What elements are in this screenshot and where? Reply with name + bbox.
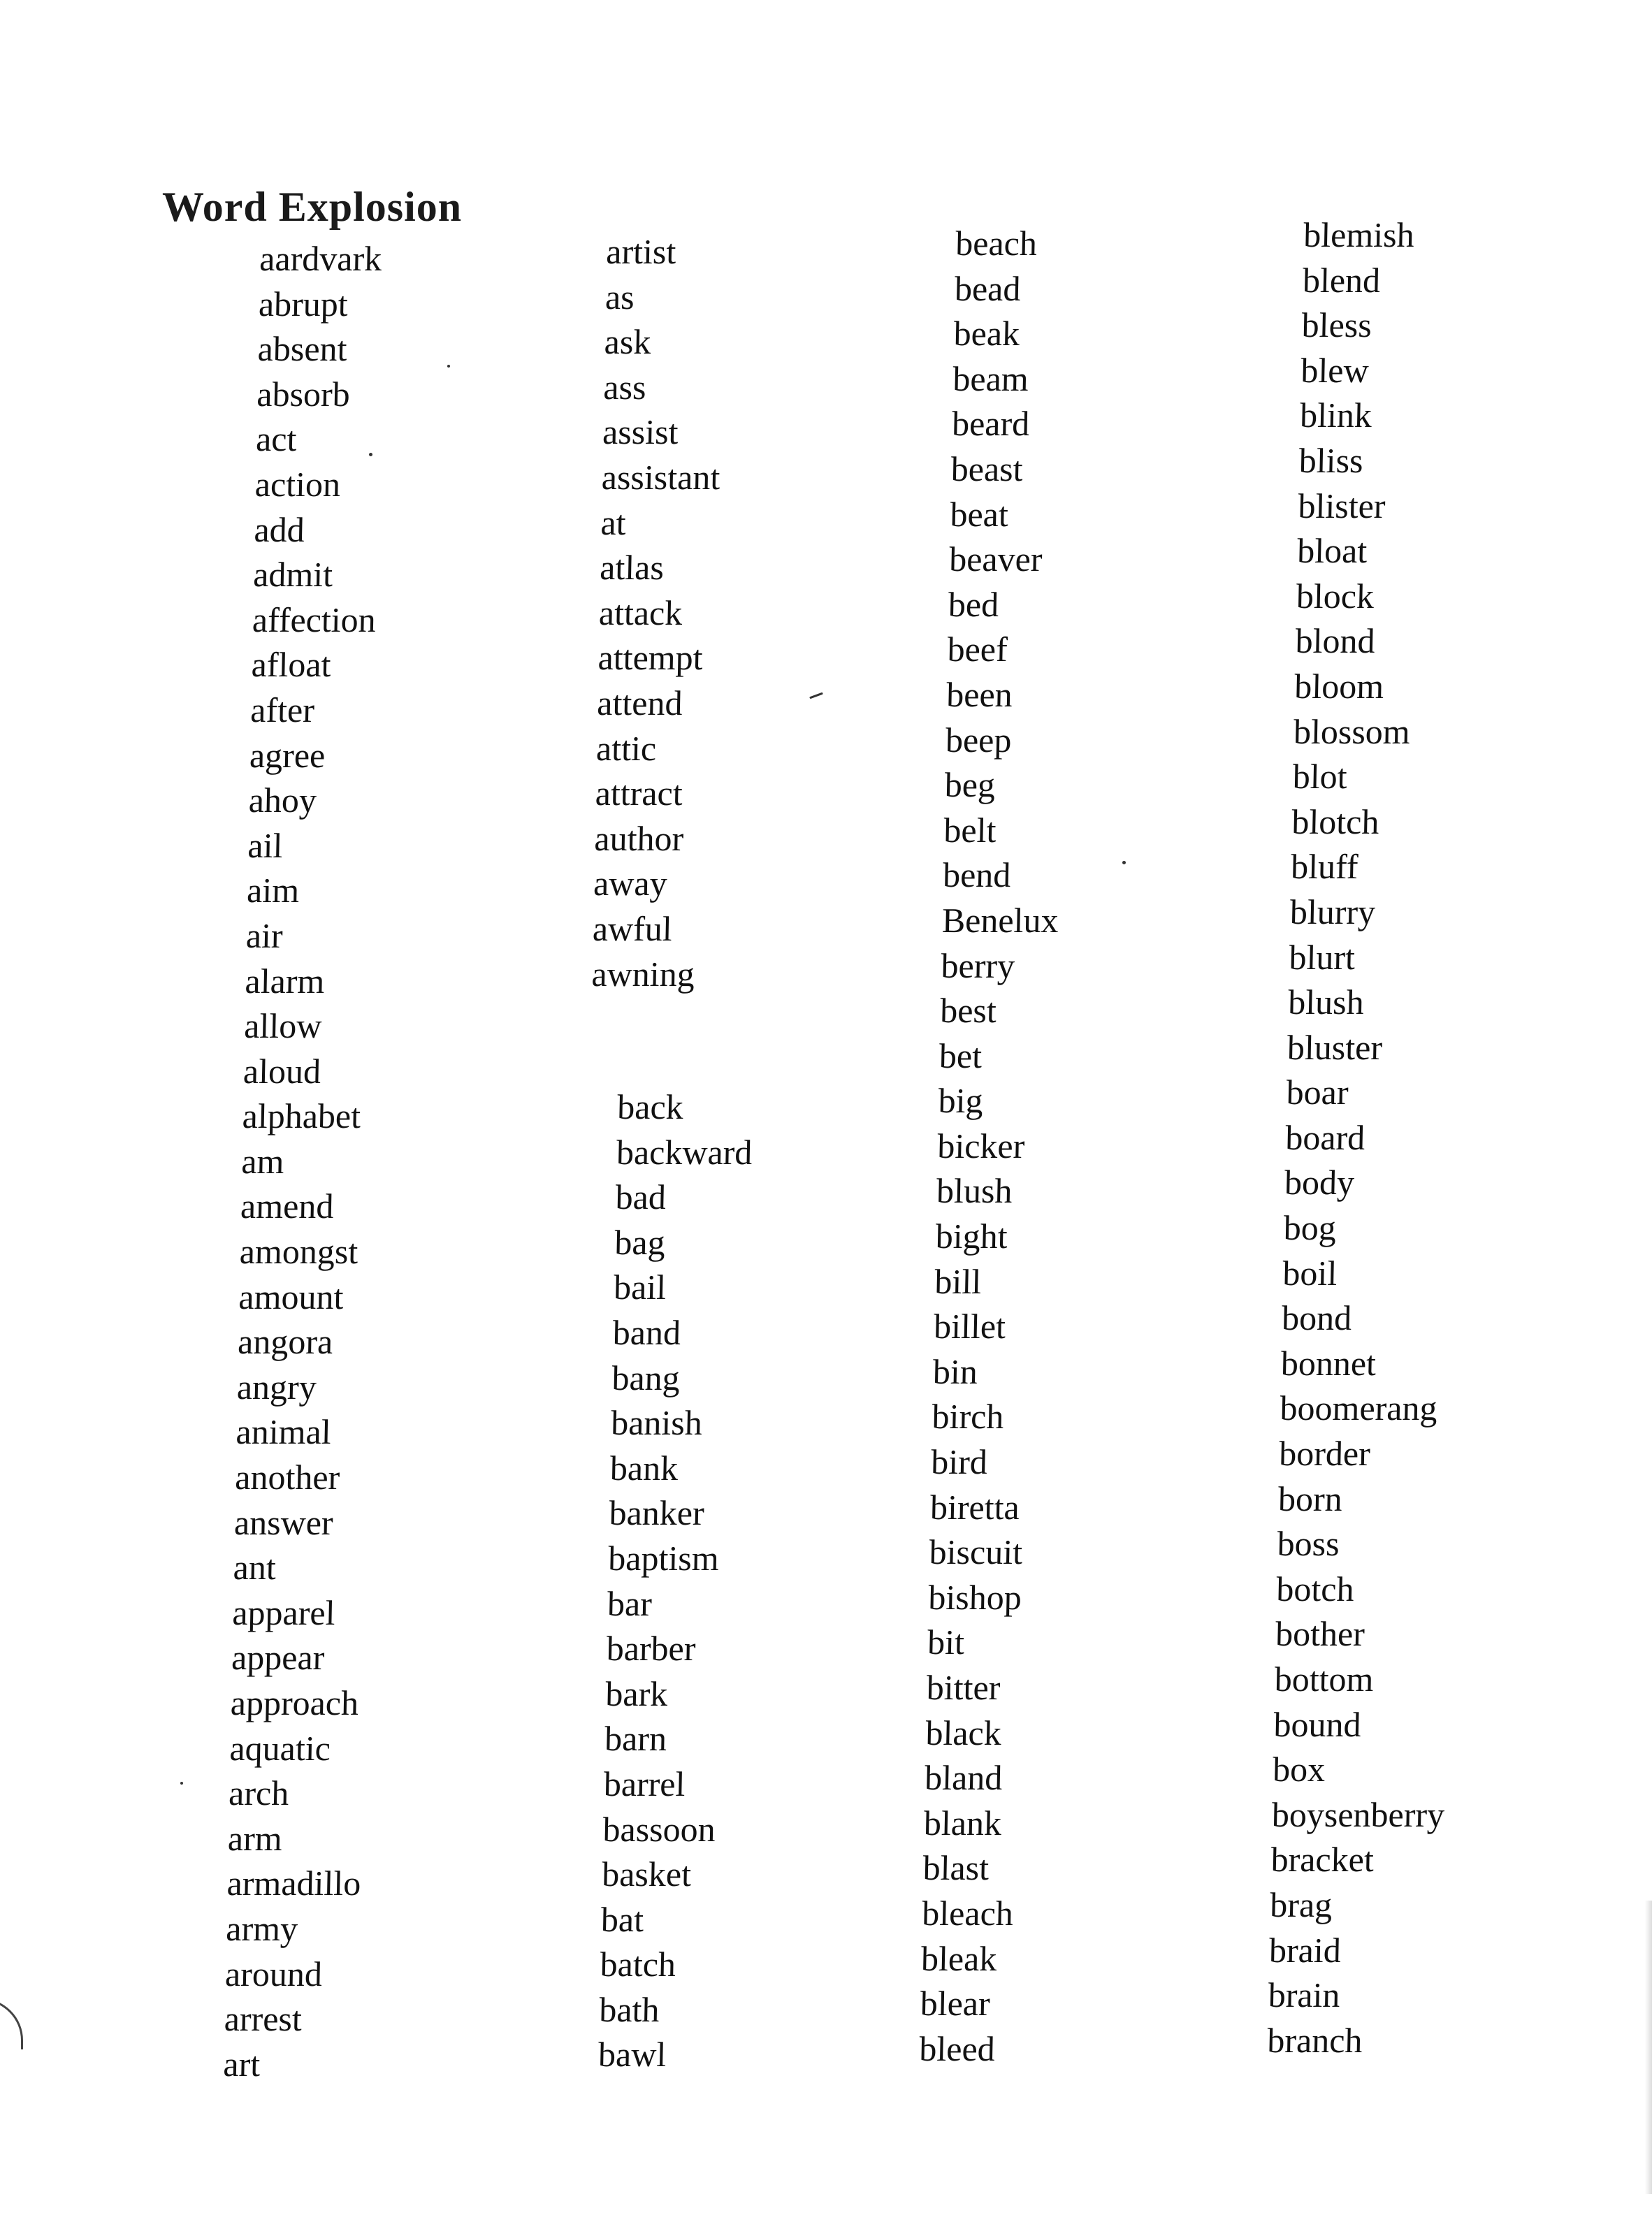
list-item: brain [1268, 1975, 1341, 2015]
list-item: bracket [1270, 1840, 1375, 1880]
list-item: bark [604, 1673, 668, 1713]
list-item: bother [1275, 1614, 1365, 1654]
list-item: blink [1299, 395, 1372, 435]
list-item: away [593, 864, 668, 903]
list-item: armadillo [226, 1864, 361, 1903]
list-item: aloud [242, 1051, 321, 1091]
list-item: am [240, 1141, 285, 1181]
list-item: attract [595, 774, 683, 813]
list-item: ail [247, 825, 284, 865]
list-item: at [600, 502, 627, 542]
list-item: bad [615, 1177, 667, 1217]
list-item: angora [237, 1322, 333, 1362]
word-column-3 [919, 221, 1073, 2071]
list-item: attend [596, 683, 683, 722]
list-item: art [222, 2044, 261, 2084]
list-item: bath [598, 1989, 660, 2029]
list-item: bleach [921, 1893, 1014, 1933]
list-item: approach [230, 1683, 359, 1722]
list-item: attempt [597, 638, 704, 678]
list-item: barrel [603, 1764, 686, 1803]
list-item: blush [936, 1171, 1013, 1211]
list-item: ant [233, 1548, 277, 1588]
list-item: afloat [251, 645, 332, 685]
list-item: blast [922, 1848, 990, 1888]
list-item: admit [252, 555, 333, 595]
list-item: bassoon [602, 1809, 716, 1849]
list-item: action [254, 464, 341, 504]
list-item: blurry [1289, 892, 1376, 931]
list-item: bleak [920, 1938, 997, 1978]
list-item: affection [252, 600, 377, 639]
list-item: boar [1286, 1073, 1349, 1112]
list-item: blot [1292, 757, 1348, 797]
list-item: alphabet [242, 1096, 361, 1136]
list-item: beach [955, 224, 1038, 263]
list-item: brag [1269, 1885, 1333, 1924]
list-item: ass [602, 367, 647, 407]
list-item: abrupt [258, 284, 349, 324]
list-item: allow [243, 1006, 322, 1046]
list-item: banker [609, 1493, 705, 1533]
list-item: appear [231, 1638, 325, 1678]
list-item: act [255, 419, 298, 459]
list-item: after [249, 690, 315, 729]
list-item: atlas [599, 548, 665, 588]
list-item: block [1296, 576, 1375, 616]
list-item: branch [1266, 2020, 1363, 2060]
list-item: berry [941, 945, 1015, 985]
list-item: bitter [926, 1668, 1001, 1707]
list-item: boil [1282, 1253, 1338, 1293]
list-item: blurt [1289, 937, 1356, 977]
list-item: bicker [936, 1126, 1025, 1166]
list-item: alarm [245, 961, 326, 1001]
list-item: amend [240, 1186, 334, 1226]
list-item: bliss [1298, 440, 1364, 480]
list-item: beam [952, 358, 1029, 398]
list-item: boss [1277, 1524, 1340, 1564]
list-item: bend [942, 855, 1011, 895]
list-item: beg [944, 765, 996, 805]
list-item: aardvark [259, 239, 382, 278]
list-item: apparel [231, 1592, 336, 1632]
list-item: blush [1287, 982, 1365, 1022]
list-item: batch [600, 1945, 676, 1984]
list-item: arch [228, 1773, 289, 1813]
list-item: back [616, 1087, 684, 1126]
list-item: best [939, 991, 997, 1031]
list-item: beard [951, 404, 1030, 444]
list-item: as [604, 277, 635, 317]
list-item: blend [1302, 260, 1381, 300]
word-column-2-top [591, 229, 725, 996]
list-item: assist [602, 412, 679, 452]
list-item: army [225, 1908, 298, 1948]
list-item: another [234, 1458, 340, 1497]
list-item: boomerang [1280, 1388, 1438, 1428]
list-item: backward [616, 1132, 753, 1172]
list-item: blank [923, 1803, 1002, 1843]
list-item: aim [246, 871, 300, 910]
scan-speck [447, 365, 450, 368]
list-item: bed [948, 584, 999, 624]
list-item: bound [1273, 1704, 1362, 1744]
list-item: beef [947, 630, 1008, 669]
list-item: amongst [239, 1232, 358, 1272]
list-item: attic [595, 728, 657, 768]
list-item: beaver [948, 539, 1043, 579]
list-item: bottom [1274, 1660, 1375, 1699]
list-item: answer [233, 1502, 334, 1542]
list-item: border [1278, 1434, 1371, 1474]
list-item: body [1284, 1163, 1355, 1203]
list-item: bin [932, 1351, 978, 1391]
list-item: awning [591, 954, 695, 994]
list-item: bar [607, 1583, 653, 1623]
list-item: blotch [1291, 801, 1380, 841]
list-item: botch [1275, 1569, 1355, 1609]
list-item: bawl [597, 2035, 667, 2075]
list-item: bluster [1287, 1027, 1383, 1067]
list-item: barn [604, 1719, 667, 1759]
list-item: animal [236, 1412, 332, 1452]
scan-speck [369, 453, 372, 456]
list-item: board [1284, 1117, 1365, 1157]
scan-speck [1122, 861, 1126, 864]
list-item: bleed [918, 2028, 996, 2068]
list-item: bloom [1294, 666, 1384, 706]
list-item: bank [609, 1448, 679, 1488]
list-item: blond [1295, 621, 1376, 661]
list-item: billet [933, 1307, 1006, 1346]
list-item: arrest [224, 1999, 303, 2039]
list-item: bag [614, 1222, 666, 1262]
list-item: arm [227, 1818, 283, 1858]
list-item: basket [601, 1854, 692, 1894]
list-item: bill [934, 1261, 982, 1301]
list-item: aquatic [229, 1728, 331, 1768]
list-item: baptism [607, 1538, 720, 1578]
list-item: been [945, 674, 1013, 714]
list-item: blew [1300, 350, 1370, 390]
scan-speck [180, 1782, 183, 1785]
list-item: bog [1283, 1208, 1337, 1248]
list-item: big [938, 1081, 984, 1121]
page-title: Word Explosion [162, 184, 463, 230]
list-item: bet [939, 1036, 983, 1075]
scan-speck [809, 692, 823, 699]
list-item: banish [610, 1403, 703, 1443]
list-item: absorb [256, 374, 351, 414]
list-item: beak [953, 314, 1020, 354]
list-item: artist [605, 232, 676, 271]
list-item: beat [950, 494, 1009, 534]
list-item: around [224, 1954, 323, 1994]
list-item: bit [927, 1622, 965, 1662]
word-column-2-bottom [597, 1084, 753, 2077]
list-item: blear [920, 1984, 991, 2024]
list-item: bluff [1290, 847, 1359, 887]
list-item: Benelux [941, 900, 1059, 940]
list-item: author [593, 818, 684, 858]
word-column-1 [223, 236, 394, 2086]
list-item: amount [238, 1277, 345, 1316]
list-item: bight [935, 1217, 1008, 1256]
list-item: bloat [1296, 531, 1368, 571]
list-item: birch [932, 1397, 1004, 1437]
list-item: blemish [1303, 215, 1415, 254]
list-item: awful [592, 908, 673, 948]
word-column-4 [1267, 212, 1477, 2063]
list-item: black [925, 1713, 1002, 1752]
scan-edge-arc [0, 1998, 23, 2049]
list-item: angry [236, 1367, 317, 1407]
list-item: bird [930, 1442, 988, 1482]
list-item: barber [606, 1629, 697, 1669]
list-item: biretta [929, 1487, 1020, 1527]
list-item: braid [1268, 1930, 1342, 1970]
list-item: add [254, 509, 305, 549]
list-item: bonnet [1280, 1343, 1377, 1383]
list-item: assistant [601, 457, 720, 497]
list-item: boysenberry [1271, 1794, 1445, 1834]
list-item: band [612, 1312, 681, 1352]
scan-edge-shadow [1645, 1901, 1652, 2194]
list-item: bang [611, 1358, 681, 1397]
list-item: beep [945, 720, 1013, 760]
list-item: bond [1281, 1298, 1352, 1338]
list-item: beast [950, 449, 1024, 488]
list-item: bat [600, 1899, 644, 1939]
list-item: ahoy [248, 780, 317, 820]
list-item: attack [598, 593, 683, 632]
list-item: box [1272, 1750, 1326, 1789]
list-item: bland [924, 1758, 1003, 1798]
list-item: ask [604, 322, 651, 362]
list-item: bless [1301, 305, 1372, 345]
list-item: bead [954, 268, 1022, 308]
list-item: belt [943, 810, 997, 850]
list-item: air [245, 915, 284, 955]
list-item: agree [249, 735, 326, 775]
list-item: blossom [1293, 711, 1411, 751]
list-item: bail [613, 1268, 667, 1307]
list-item: biscuit [929, 1532, 1023, 1572]
list-item: blister [1298, 486, 1386, 525]
list-item: born [1277, 1479, 1343, 1518]
list-item: bishop [927, 1577, 1022, 1617]
list-item: absent [257, 329, 348, 369]
